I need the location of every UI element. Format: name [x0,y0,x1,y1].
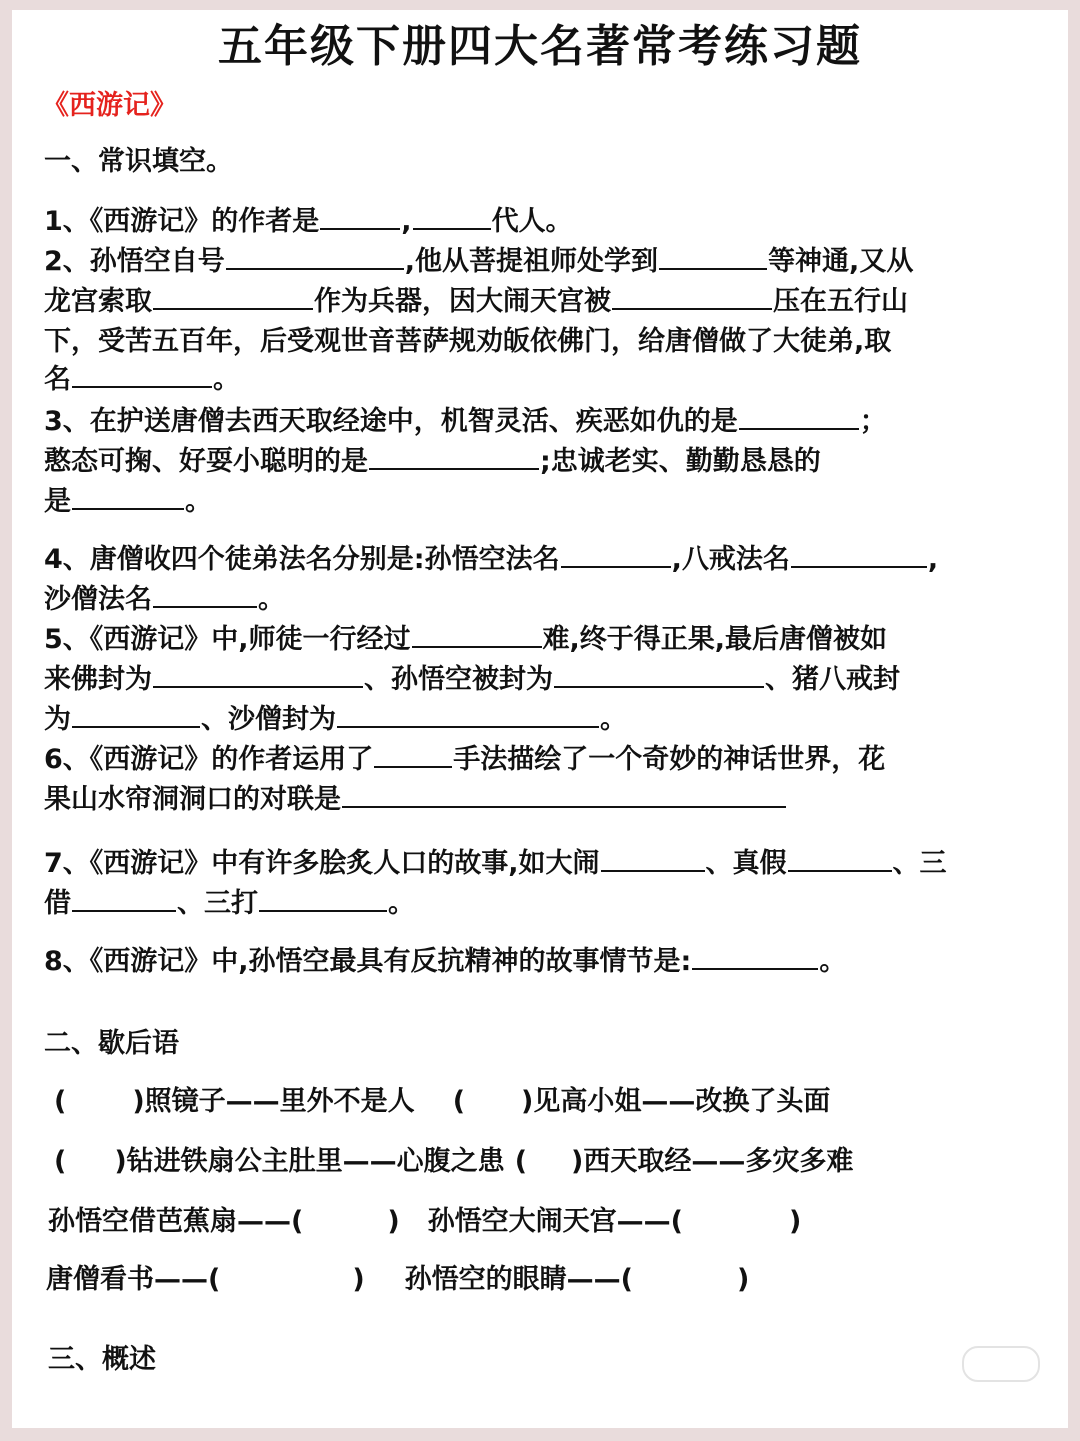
q2-line-4: 名 。 [44,360,240,400]
q4-line-1: 4、唐僧收四个徒弟法名分别是:孙悟空法名 ,八戒法名 , [44,540,938,580]
answer-blank[interactable] [374,740,452,768]
q5-line-1: 5、《西游记》中,师徒一行经过 难,终于得正果,最后唐僧被如 [44,620,887,660]
answer-blank[interactable] [72,360,212,388]
section3-heading: 三、概述 [48,1344,156,1375]
xiehouyu-row-3: 孙悟空借芭蕉扇——( ) 孙悟空大闹天宫——( ) [48,1206,802,1237]
answer-blank[interactable] [791,540,927,568]
q3-line-2: 憨态可掬、好耍小聪明的是 ;忠诚老实、勤勤恳恳的 [44,442,821,482]
answer-blank[interactable] [561,540,671,568]
xiehouyu-row-4: 唐僧看书——( ) 孙悟空的眼睛——( ) [46,1264,750,1295]
q2-line-1: 2、孙悟空自号 ,他从菩提祖师处学到 等神通,又从 [44,242,913,282]
answer-blank[interactable] [692,942,818,970]
answer-blank[interactable] [412,620,542,648]
answer-blank[interactable] [659,242,767,270]
answer-blank[interactable] [788,844,892,872]
xiehouyu-row-2: ( )钻进铁扇公主肚里——心腹之患 ( )西天取经——多灾多难 [54,1146,854,1177]
answer-blank[interactable] [259,884,387,912]
answer-blank[interactable] [342,780,786,808]
q3-line-1: 3、在护送唐僧去西天取经途中，机智灵活、疾恶如仇的是 ； [44,402,887,442]
q3-line-3: 是 。 [44,482,212,522]
q7-line-2: 借 、三打 。 [44,884,415,924]
page-title: 五年级下册四大名著常考练习题 [218,21,862,72]
q1-line: 1、《西游记》的作者是 , 代人。 [44,202,573,242]
answer-blank[interactable] [554,660,764,688]
q7-line-1: 7、《西游记》中有许多脍炙人口的故事,如大闹 、真假 、三 [44,844,947,884]
book-title: 《西游记》 [42,90,177,121]
q2-line-2: 龙宫索取 作为兵器，因大闹天宫被 压在五行山 [44,282,908,322]
answer-blank[interactable] [226,242,404,270]
answer-blank[interactable] [153,282,313,310]
q2-line-3: 下，受苦五百年，后受观世音菩萨规劝皈依佛门，给唐僧做了大徒弟,取 [44,326,892,357]
q5-line-3: 为 、沙僧封为 。 [44,700,627,740]
answer-blank[interactable] [369,442,539,470]
answer-blank[interactable] [612,282,772,310]
xiehouyu-row-1: ( )照镜子——里外不是人 ( )见高小姐——改换了头面 [54,1086,831,1117]
answer-blank[interactable] [320,202,400,230]
watermark-badge [962,1346,1040,1382]
answer-blank[interactable] [153,580,257,608]
answer-blank[interactable] [72,700,200,728]
section1-heading: 一、常识填空。 [44,146,233,177]
q6-line-2: 果山水帘洞洞口的对联是 [44,780,787,820]
answer-blank[interactable] [337,700,599,728]
answer-blank[interactable] [72,482,184,510]
q5-line-2: 来佛封为 、孙悟空被封为 、猪八戒封 [44,660,900,700]
q6-line-1: 6、《西游记》的作者运用了 手法描绘了一个奇妙的神话世界，花 [44,740,885,780]
answer-blank[interactable] [739,402,859,430]
q8-line: 8、《西游记》中,孙悟空最具有反抗精神的故事情节是: 。 [44,942,846,982]
q4-line-2: 沙僧法名 。 [44,580,285,620]
answer-blank[interactable] [72,884,176,912]
section2-heading: 二、歇后语 [44,1028,179,1059]
answer-blank[interactable] [413,202,491,230]
answer-blank[interactable] [153,660,363,688]
answer-blank[interactable] [601,844,705,872]
